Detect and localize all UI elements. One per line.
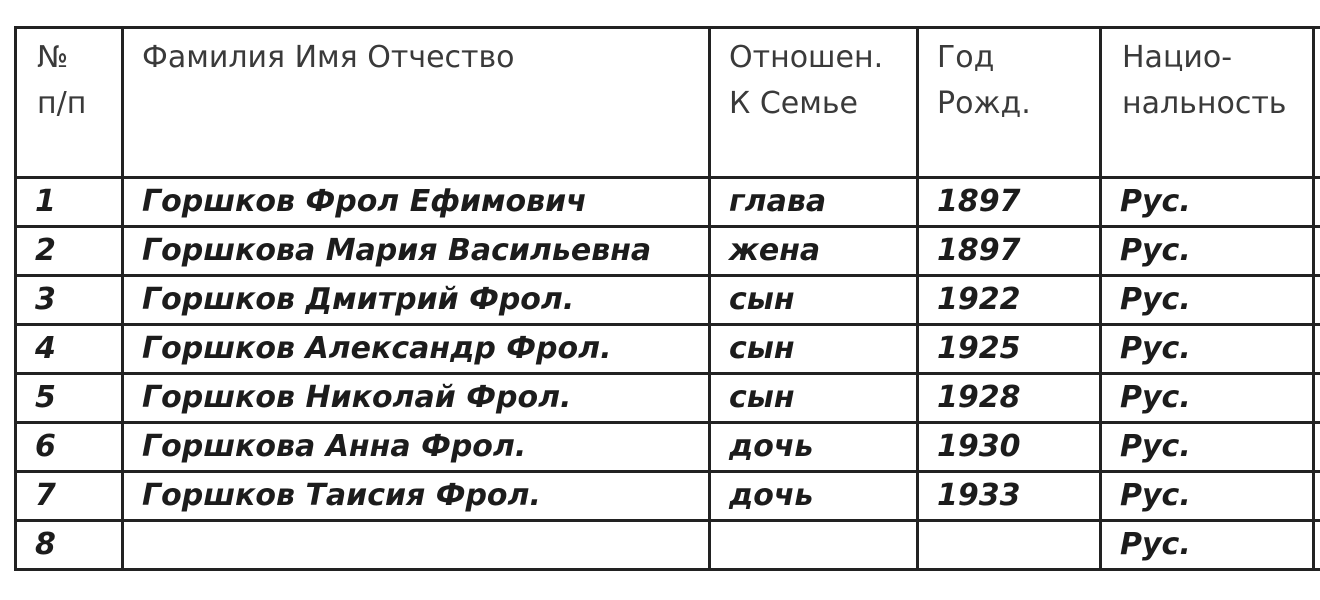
header-row	[16, 28, 1320, 178]
cell-num: 5	[16, 374, 123, 423]
family-table	[14, 26, 1320, 571]
cell-name: Горшков Дмитрий Фрол.	[123, 276, 710, 325]
cell-nationality: Рус.	[1101, 325, 1314, 374]
cell-cutoff	[1314, 423, 1320, 472]
cell-nationality: Рус.	[1101, 472, 1314, 521]
table-row	[16, 423, 1320, 472]
cell-cutoff	[1314, 325, 1320, 374]
cell-cutoff	[1314, 472, 1320, 521]
header-cell-num	[16, 28, 123, 178]
cell-relation: жена	[710, 227, 918, 276]
header-nationality-line-1: Нацио-	[1122, 40, 1233, 75]
cell-year	[918, 521, 1101, 570]
cell-relation: сын	[710, 276, 918, 325]
header-cell-cutoff	[1314, 28, 1320, 178]
cell-nationality: Рус.	[1101, 374, 1314, 423]
table-row	[16, 325, 1320, 374]
cell-relation: дочь	[710, 472, 918, 521]
header-relation-line-1: Отношен.	[729, 40, 884, 75]
cell-name: Горшкова Анна Фрол.	[123, 423, 710, 472]
header-relation-line-2: К Семье	[729, 86, 859, 121]
cell-nationality: Рус.	[1101, 227, 1314, 276]
header-cell-nationality	[1101, 28, 1314, 178]
cell-year: 1933	[918, 472, 1101, 521]
cell-year: 1930	[918, 423, 1101, 472]
header-year-line-2: Рожд.	[937, 86, 1031, 121]
cell-cutoff	[1314, 521, 1320, 570]
cell-nationality: Рус.	[1101, 423, 1314, 472]
header-year-line-1: Год	[937, 40, 995, 75]
cell-cutoff	[1314, 227, 1320, 276]
cell-name	[123, 521, 710, 570]
cell-relation	[710, 521, 918, 570]
cell-year: 1922	[918, 276, 1101, 325]
cell-name: Горшков Таисия Фрол.	[123, 472, 710, 521]
cell-relation: сын	[710, 325, 918, 374]
header-cell-relation	[710, 28, 918, 178]
cell-cutoff	[1314, 276, 1320, 325]
cell-nationality: Рус.	[1101, 521, 1314, 570]
cell-nationality: Рус.	[1101, 276, 1314, 325]
cell-nationality: Рус.	[1101, 178, 1314, 227]
cell-relation: дочь	[710, 423, 918, 472]
cell-name: Горшков Николай Фрол.	[123, 374, 710, 423]
cell-year: 1897	[918, 178, 1101, 227]
header-num-line-1: №	[37, 40, 69, 75]
cell-num: 2	[16, 227, 123, 276]
cell-num: 1	[16, 178, 123, 227]
cell-num: 6	[16, 423, 123, 472]
cell-cutoff	[1314, 178, 1320, 227]
cell-cutoff	[1314, 374, 1320, 423]
cell-num: 4	[16, 325, 123, 374]
cell-num: 3	[16, 276, 123, 325]
cell-year: 1928	[918, 374, 1101, 423]
header-name-line-1: Фамилия Имя Отчество	[142, 40, 515, 75]
table-row	[16, 521, 1320, 570]
cell-num: 7	[16, 472, 123, 521]
table-row	[16, 472, 1320, 521]
header-cell-name	[123, 28, 710, 178]
header-num-line-2: п/п	[37, 86, 87, 121]
table-row	[16, 374, 1320, 423]
cell-name: Горшков Фрол Ефимович	[123, 178, 710, 227]
cell-num: 8	[16, 521, 123, 570]
table-row	[16, 227, 1320, 276]
cell-name: Горшкова Мария Васильевна	[123, 227, 710, 276]
cell-year: 1925	[918, 325, 1101, 374]
cell-name: Горшков Александр Фрол.	[123, 325, 710, 374]
cell-relation: глава	[710, 178, 918, 227]
header-nationality-line-2: нальность	[1122, 86, 1287, 121]
cell-year: 1897	[918, 227, 1101, 276]
table-row	[16, 276, 1320, 325]
cell-relation: сын	[710, 374, 918, 423]
table-row	[16, 178, 1320, 227]
header-cell-year	[918, 28, 1101, 178]
